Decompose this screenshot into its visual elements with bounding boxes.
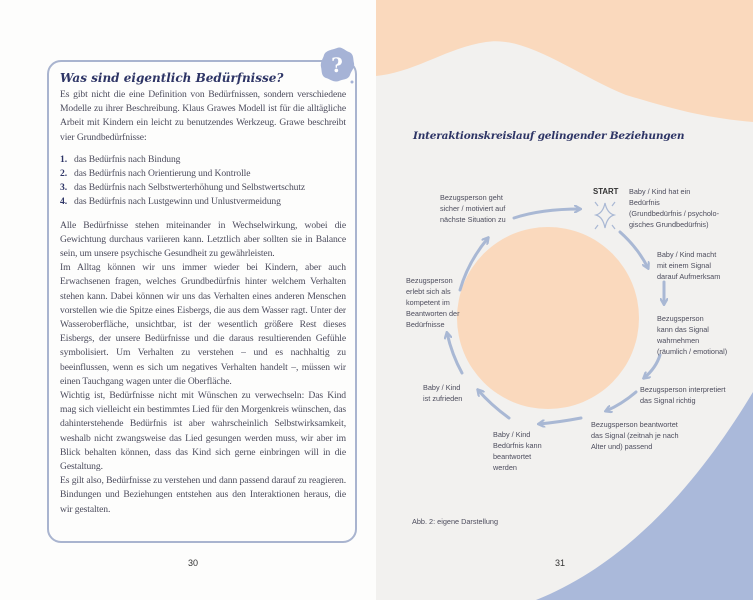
- paragraph: Wichtig ist, Bedürfnisse nicht mit Wünschen zu verwechseln: Das Kind mag sich vielleicht ein bestimmtes Lied für den Morgenkreis wünschen, das dahinterstehende Bedürfnis ist aber wahrscheinlich Selbstwirksamkeit, weshalb nicht zwangsweise das Lied gesungen werden muss, wir aber im Blick behalten können, dass das Kind sich gerne einbringen will in die Gestaltung.: [60, 390, 346, 473]
- page-number: 31: [555, 558, 566, 568]
- list-item: 3. das Bedürfnis nach Selbstwerterhöhung und Selbstwertschutz: [60, 182, 306, 194]
- step-label: Bezugsperson kann das Signal wahrnehmen (räumlich / emotional): [657, 314, 728, 356]
- list-item: 2. das Bedürfnis nach Orientierung und Kontrolle: [60, 168, 251, 180]
- info-box: [47, 60, 357, 543]
- paragraph: Im Alltag können wir uns immer wieder bei Kindern, aber auch Erwachsenen fragen, welches Grundbedürfnis hinter welchem Verhalten stehen kann. Dabei können wir uns das Verhalten eines anderen Menschen vorstellen wie die Spitze eines Eisbergs, die aus dem Wasser ragt. Unter der Wasseroberfläche, unsichtbar, ist der wesentlich größere Rest dieses Eisbergs, der unsere Bedürfnisse und die daraus resultierenden Gefühle symbolisiert. Um Verhalten zu verstehen – und es nachhaltig zu beeinflussen, wenn es sich um negatives Verhalten handelt –, müssen wir einen Tauchgang wagen unter die Oberfläche.: [60, 262, 346, 387]
- center-circle: [457, 227, 639, 409]
- cycle-arrow: [606, 392, 636, 411]
- cycle-arrow: [539, 418, 581, 424]
- cycle-arrow: [514, 209, 580, 218]
- step-label: Baby / Kind Bedürfnis kann beantwortet werden: [493, 430, 542, 472]
- paragraph: Alle Bedürfnisse stehen miteinander in Wechselwirkung, wobei die Gewichtung durchaus variieren kann. Letztlich aber sollten sie in Balance sein, um unsere psychische Gesundheit zu gewährleisten.: [60, 219, 346, 260]
- step-label: Bezugsperson erlebt sich als kompetent im Beantworten der Bedürfnisse: [406, 276, 460, 329]
- svg-text:?: ?: [331, 53, 343, 77]
- list-item: 4. das Bedürfnis nach Lustgewinn und Unlustvermeidung: [60, 196, 281, 208]
- step-label: Baby / Kind hat ein Bedürfnis (Grundbedürfnis / psycholo- gisches Grundbedürfnis): [629, 187, 720, 229]
- paragraph: Es gilt also, Bedürfnisse zu verstehen und dann passend darauf zu reagieren. Bindungen und Beziehungen entstehen aus den Interaktionen heraus, die wir gestalten.: [60, 475, 346, 515]
- diagram-title: Interaktionskreislauf gelingender Beziehungen: [413, 130, 685, 142]
- step-label: Baby / Kind ist zufrieden: [423, 383, 463, 403]
- right-page: [376, 0, 753, 600]
- step-label: Baby / Kind macht mit einem Signal darauf Aufmerksam: [657, 250, 721, 281]
- list-item: 1. das Bedürfnis nach Bindung: [60, 153, 181, 165]
- cycle-arrow: [620, 232, 648, 268]
- step-label: Bezugsperson geht sicher / motiviert auf nächste Situation zu: [440, 193, 506, 224]
- figure-caption: Abb. 2: eigene Darstellung: [412, 517, 498, 526]
- step-label: Bezugsperson beantwortet das Signal (zeitnah je nach Alter und) passend: [591, 420, 679, 451]
- page-number: 30: [188, 558, 199, 568]
- cycle-arrow: [644, 355, 660, 378]
- box-title: Was sind eigentlich Bedürfnisse?: [60, 71, 284, 85]
- intro-text: Es gibt nicht die eine Definition von Bedürfnissen, sondern verschiedene Modelle zu ihrer Beschreibung. Klaus Grawes Modell ist für die alltägliche Arbeit mit Kindern ein leicht zu benutzendes Werkzeug. Grawe beschreibt vier Grundbedürfnisse:: [60, 89, 346, 143]
- step-label: Bezugsperson interpretiert das Signal richtig: [640, 385, 726, 405]
- start-label: START: [593, 187, 619, 196]
- sparkle-star-icon: [595, 202, 615, 229]
- question-mark-icon: [318, 45, 356, 85]
- needs-list: [60, 153, 346, 210]
- left-page: [0, 0, 376, 600]
